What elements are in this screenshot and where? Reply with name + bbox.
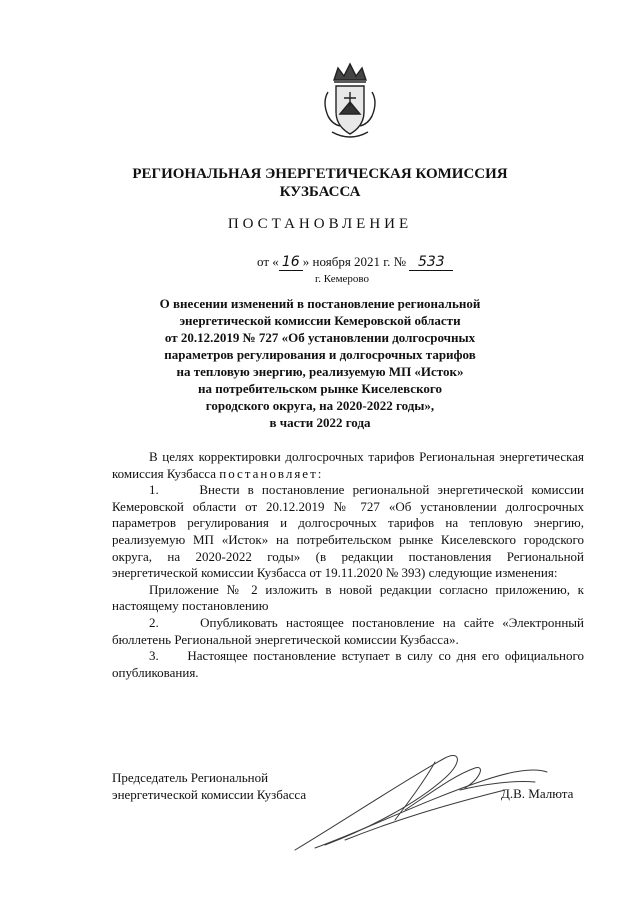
handwritten-day: 16	[279, 254, 303, 271]
signatory-title	[112, 769, 306, 803]
subject-line: на тепловую энергию, реализуемую МП «Исток»	[176, 364, 464, 379]
document-type: ПОСТАНОВЛЕНИЕ	[227, 216, 413, 232]
intro-paragraph	[112, 449, 584, 482]
document-body	[112, 449, 584, 681]
subject-line: городского округа, на 2020-2022 годы»,	[205, 398, 435, 413]
kuzbass-coat-of-arms-icon	[318, 62, 382, 142]
subject-line: от 20.12.2019 № 727 «Об установлении долгосрочных	[164, 330, 476, 345]
signatory-name: Д.В. Малюта	[501, 786, 574, 801]
org-name-line2: КУЗБАССА	[279, 184, 361, 200]
intro-text: В целях корректировки долгосрочных тарифов Региональная энергетическая комиссия Кузбасса	[112, 449, 584, 481]
issuing-organization	[120, 165, 520, 201]
date-prefix: от «	[257, 254, 279, 269]
item-3-paragraph: 3. Настоящее постановление вступает в силу со дня его официального опубликования.	[112, 648, 584, 680]
document-city: г. Кемерово	[315, 273, 370, 285]
org-name-line1: РЕГИОНАЛЬНАЯ ЭНЕРГЕТИЧЕСКАЯ КОМИССИЯ	[132, 166, 508, 182]
subject-line: О внесении изменений в постановление региональной	[159, 296, 481, 311]
document-date-line	[257, 254, 453, 271]
handwritten-document-number: 533	[409, 254, 453, 271]
subject-line: параметров регулирования и долгосрочных тарифов	[164, 347, 476, 362]
item-1-paragraph: 1. Внести в постановление региональной энергетической комиссии Кемеровской области от 20.12.2019 № 727 «Об установлении долгосрочных параметров регулирования и долгосрочных тарифов на тепловую энергию, реализуемую МП «Исток» на потребительском рынке Киселевского городского округа, на 2020-2022 годы» (в редакции постановления Региональной энергетической комиссии Кузбасса от 19.11.2020 № 393) следующие изменения:	[112, 482, 584, 581]
subject-line: в части 2022 года	[269, 415, 371, 430]
signatory-title-line1: Председатель Региональной	[112, 770, 269, 785]
subject-line: энергетической комиссии Кемеровской области	[179, 313, 461, 328]
document-subject	[120, 295, 520, 431]
signatory-title-line2: энергетической комиссии Кузбасса	[112, 787, 307, 802]
item-1-sub-paragraph: Приложение № 2 изложить в новой редакции согласно приложению, к настоящему постановлению	[112, 581, 584, 614]
subject-line: на потребительском рынке Киселевского	[198, 381, 442, 396]
decree-word: постановляет:	[219, 465, 324, 481]
date-middle: » ноября 2021 г. №	[302, 254, 407, 269]
item-2-paragraph: 2. Опубликовать настоящее постановление на сайте «Электронный бюллетень Региональной энергетической комиссии Кузбасса».	[112, 614, 584, 647]
handwritten-signature	[285, 750, 550, 860]
